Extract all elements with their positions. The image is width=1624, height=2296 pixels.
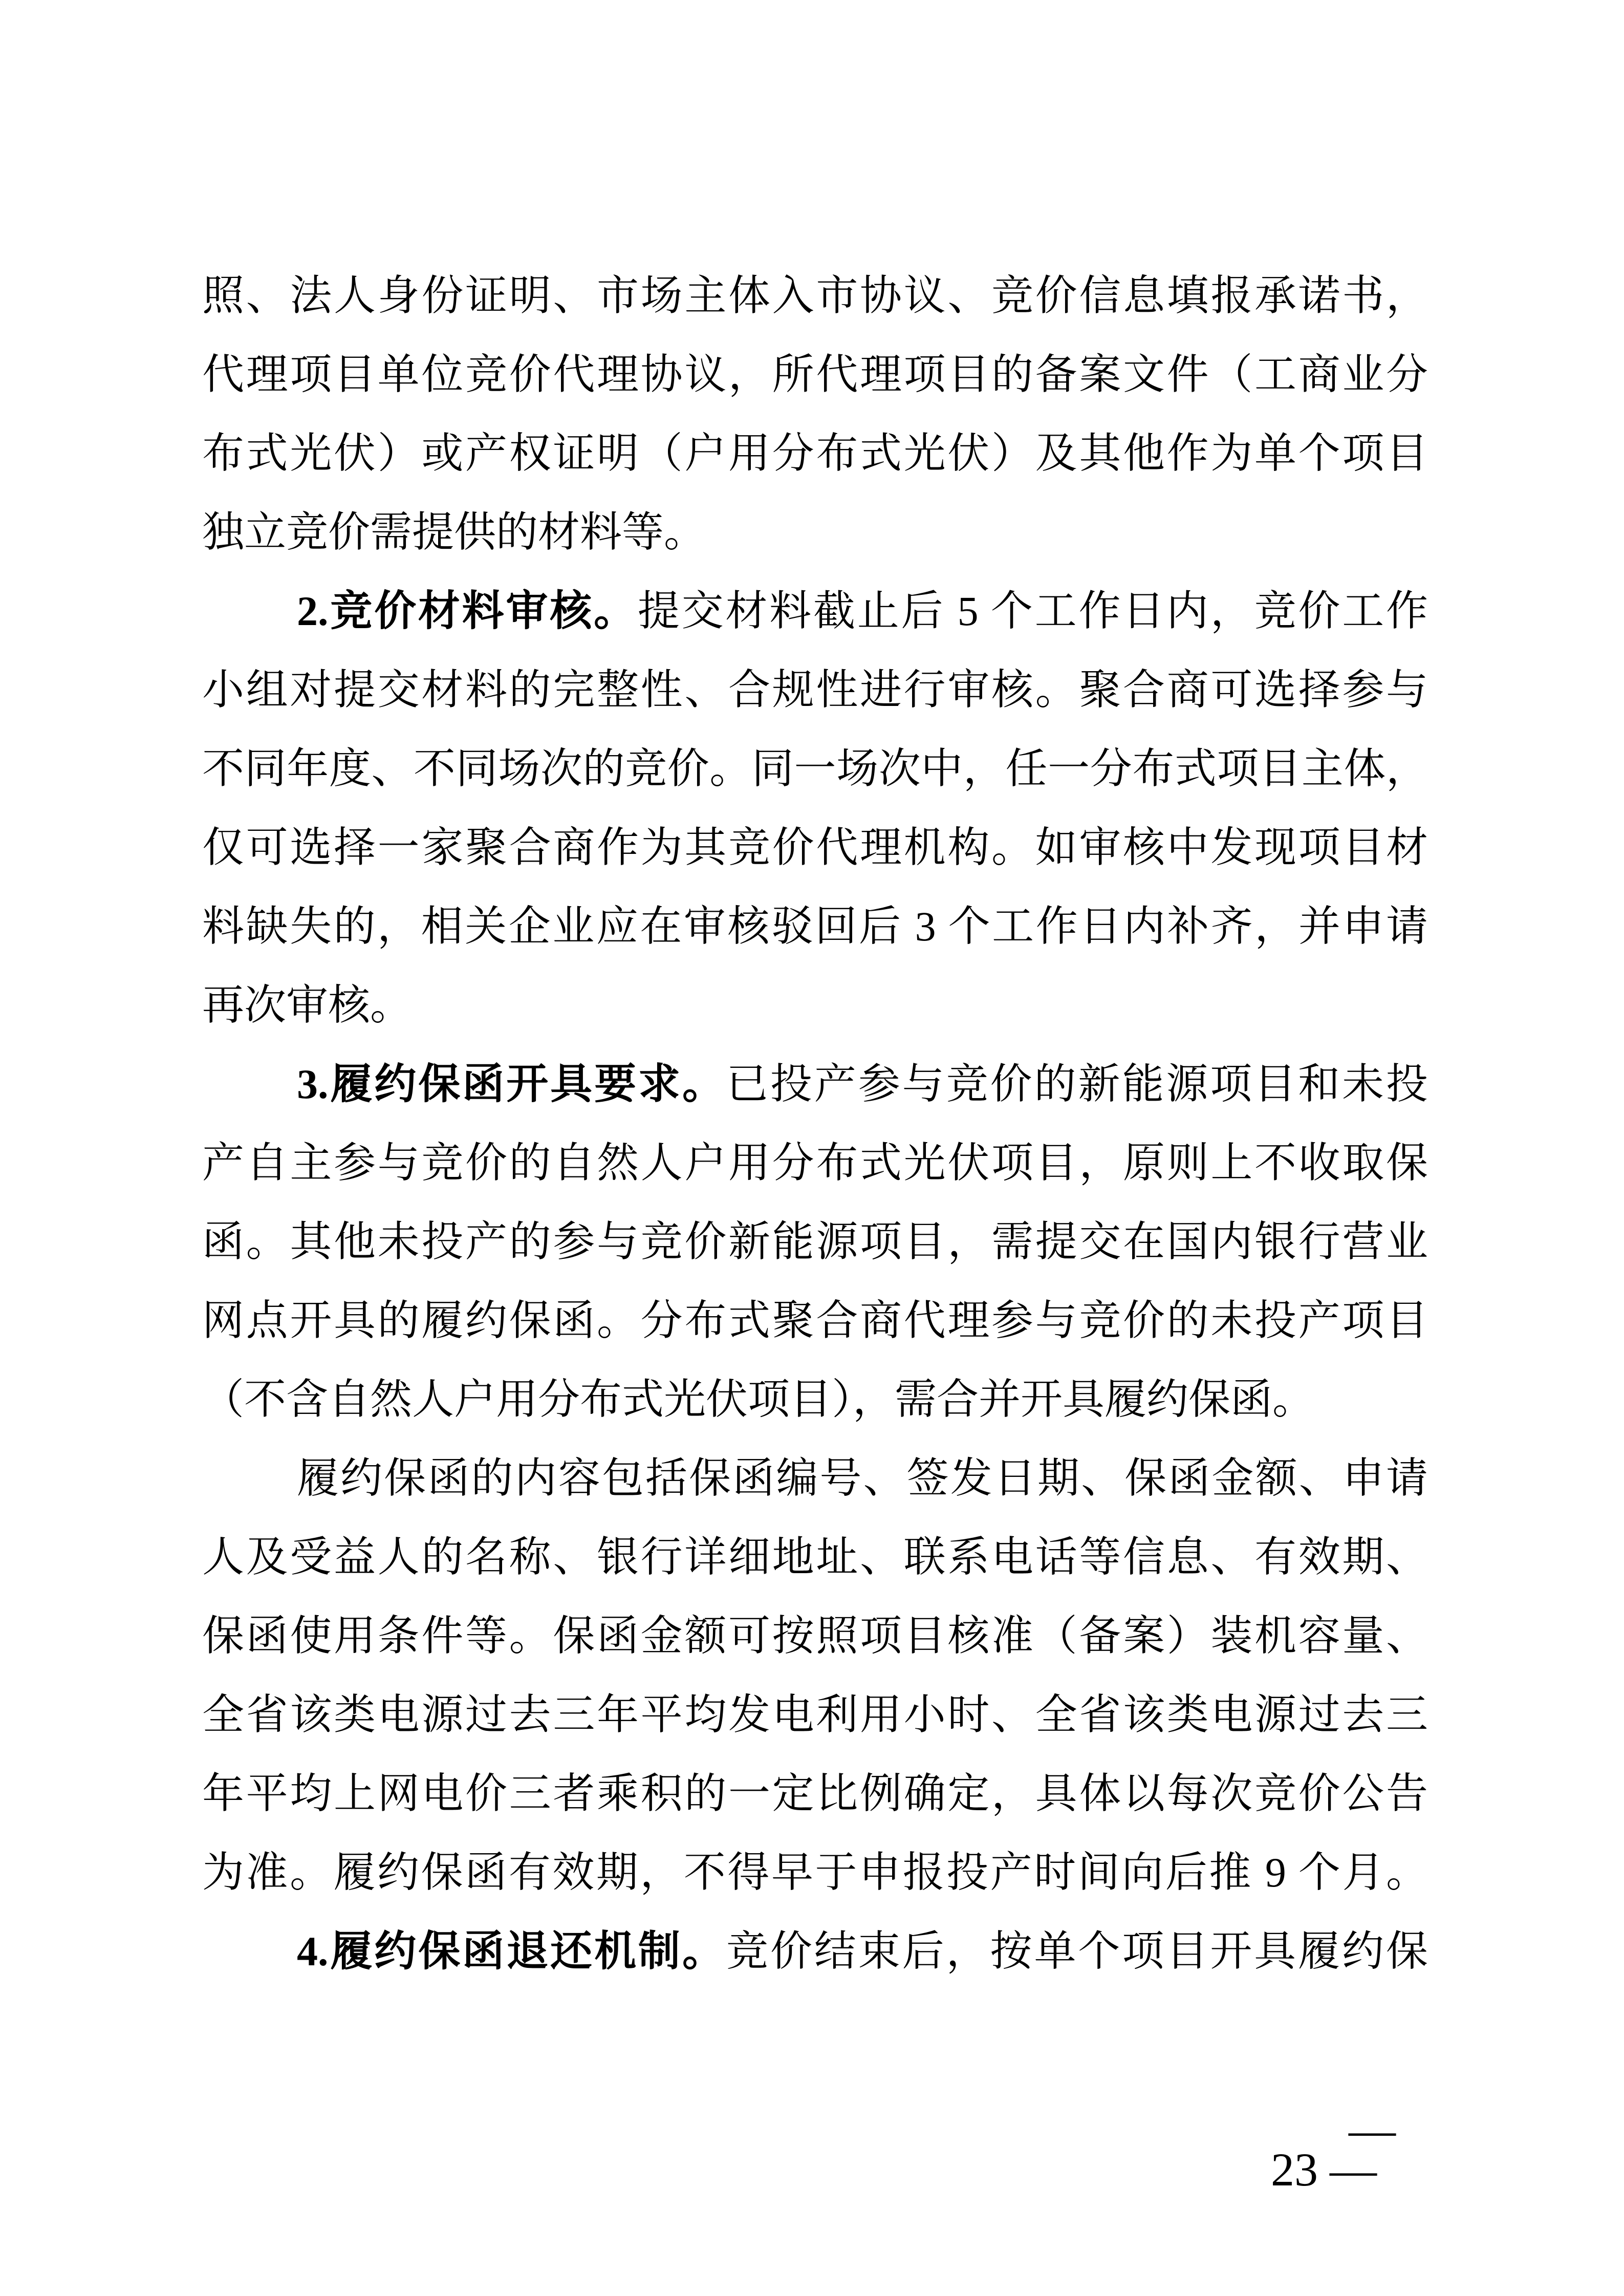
line-text: 布式光伏）或产权证明（户用分布式光伏）及其他作为单个项目 [202, 430, 1428, 477]
text-line [202, 1754, 1428, 1833]
line-text: 不同年度、不同场次的竞价。同一场次中，任一分布式项目主体， [202, 745, 1428, 792]
line-text: 竞价结束后，按单个项目开具履约保 [726, 1928, 1428, 1975]
text-line [202, 1518, 1428, 1597]
text-line [202, 808, 1428, 887]
line-text: 为准。履约保函有效期，不得早于申报投产时间向后推 9 个月。 [202, 1849, 1428, 1896]
line-text: 独立竞价需提供的材料等。 [202, 509, 706, 555]
text-line [202, 1045, 1428, 1124]
line-text: 产自主参与竞价的自然人户用分布式光伏项目，原则上不收取保 [202, 1140, 1428, 1186]
text-line [202, 572, 1428, 651]
text-line [202, 493, 1428, 572]
line-text: 再次审核。 [202, 982, 413, 1028]
text-line [202, 887, 1428, 966]
text-line [202, 1833, 1428, 1912]
line-text: 已投产参与竞价的新能源项目和未投 [726, 1061, 1428, 1107]
line-text: 仅可选择一家聚合商作为其竞价代理机构。如审核中发现项目材 [202, 824, 1428, 871]
line-text: 履约保函的内容包括保函编号、签发日期、保函金额、申请 [297, 1455, 1428, 1501]
line-text: 全省该类电源过去三年平均发电利用小时、全省该类电源过去三 [202, 1691, 1428, 1738]
line-text: 年平均上网电价三者乘积的一定比例确定，具体以每次竞价公告 [202, 1770, 1428, 1817]
footer-leading-dash: — [1349, 2104, 1396, 2156]
line-text: 提交材料截止后 5 个工作日内，竞价工作 [637, 588, 1428, 634]
text-line [202, 1281, 1428, 1360]
line-text: 网点开具的履约保函。分布式聚合商代理参与竞价的未投产项目 [202, 1297, 1428, 1344]
text-line [202, 1203, 1428, 1281]
text-line [202, 651, 1428, 729]
text-line [202, 966, 1428, 1045]
text-line [202, 729, 1428, 808]
line-text: 小组对提交材料的完整性、合规性进行审核。聚合商可选择参与 [202, 667, 1428, 713]
document-body [202, 256, 1428, 1991]
text-line [202, 256, 1428, 335]
text-line [202, 335, 1428, 414]
line-text: 照、法人身份证明、市场主体入市协议、竞价信息填报承诺书， [202, 272, 1428, 319]
line-text: 料缺失的，相关企业应在审核驳回后 3 个工作日内补齐，并申请 [202, 903, 1428, 950]
line-text: 保函使用条件等。保函金额可按照项目核准（备案）装机容量、 [202, 1613, 1428, 1659]
clause-number-heading: 2.竞价材料审核。 [297, 588, 638, 634]
line-text: 函。其他未投产的参与竞价新能源项目，需提交在国内银行营业 [202, 1218, 1428, 1265]
line-text: 代理项目单位竞价代理协议，所代理项目的备案文件（工商业分 [202, 351, 1428, 398]
text-line [202, 1360, 1428, 1439]
text-line [202, 1676, 1428, 1754]
text-line [202, 1597, 1428, 1676]
page-number: 23 — [1271, 2143, 1377, 2196]
line-text: 人及受益人的名称、银行详细地址、联系电话等信息、有效期、 [202, 1534, 1428, 1580]
text-line [202, 1439, 1428, 1518]
text-line [202, 1912, 1428, 1991]
text-line [202, 1124, 1428, 1203]
clause-number-heading: 3.履约保函开具要求。 [297, 1061, 726, 1107]
text-line [202, 414, 1428, 493]
line-text: （不含自然人户用分布式光伏项目），需合并开具履约保函。 [202, 1376, 1315, 1423]
clause-number-heading: 4.履约保函退还机制。 [297, 1928, 726, 1975]
